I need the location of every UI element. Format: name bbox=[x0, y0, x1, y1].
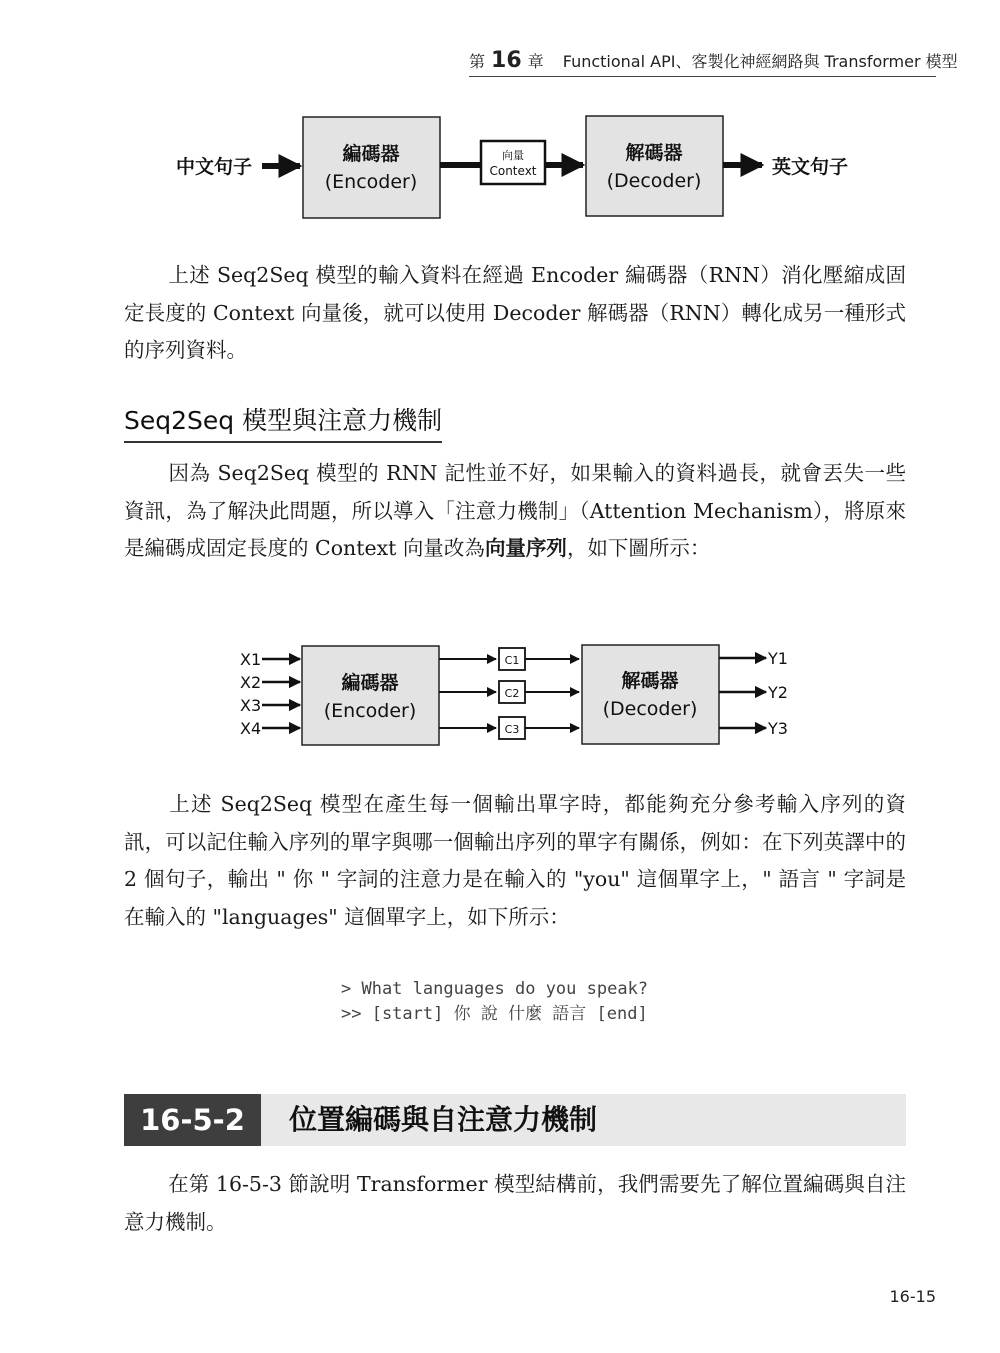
decoder-box bbox=[586, 116, 723, 216]
seq2seq-diagram bbox=[0, 0, 1000, 240]
output-y1: Y1 bbox=[768, 649, 788, 668]
encoder-label-en: (Encoder) bbox=[324, 171, 418, 193]
input-x1: X1 bbox=[240, 650, 262, 669]
input-x3: X3 bbox=[240, 696, 262, 715]
paragraph-text: 因為 Seq2Seq 模型的 RNN 記性並不好，如果輸入的資料過長，就會丟失一些資訊，為了解決此問題，所以導入「注意力機制」（Attention Mechanism），將原來是編碼成固定長度的 Context 向量改為 bbox=[124, 461, 906, 560]
input-x2: X2 bbox=[240, 673, 262, 692]
paragraph-text: 上述 Seq2Seq 模型的輸入資料在經過 Encoder 編碼器（RNN）消化壓縮成固定長度的 Context 向量後，就可以使用 Decoder 解碼器（RNN）轉化成另一種形式的序列資料。 bbox=[124, 263, 906, 362]
paragraph-seq2seq-intro bbox=[124, 257, 906, 370]
subheading-attention: Seq2Seq 模型與注意力機制 bbox=[124, 401, 442, 443]
output-sentence-label: 英文句子 bbox=[772, 156, 849, 178]
decoder-label: 解碼器 bbox=[621, 670, 679, 692]
output-y3: Y3 bbox=[768, 719, 788, 738]
paragraph-attention bbox=[124, 455, 906, 568]
input-sentence-label: 中文句子 bbox=[176, 156, 253, 178]
code-line-output: >> [start] 你 說 什麼 語言 [end] bbox=[341, 1004, 648, 1024]
encoder-label: 編碼器 bbox=[342, 143, 400, 165]
context-c1: C1 bbox=[504, 654, 520, 667]
paragraph-text: 上述 Seq2Seq 模型在產生每一個輸出單字時，都能夠充分參考輸入序列的資訊，可以記住輸入序列的單字與哪一個輸出序列的單字有關係，例如：在下列英譯中的 2 個句子，輸出 " 你 " 字詞的注意力是在輸入的 "you" 這個單字上，" 語言 " 字詞是在輸入的 "languages" 這個單字上，如下所示： bbox=[124, 792, 906, 929]
input-x4: X4 bbox=[240, 719, 262, 738]
context-label-en: Context bbox=[489, 164, 537, 178]
chapter-prefix: 第 bbox=[469, 52, 486, 71]
decoder-label-en: (Decoder) bbox=[602, 698, 698, 720]
chapter-title: Functional API、客製化神經網路與 Transformer 模型 bbox=[562, 52, 958, 71]
decoder-label-en: (Decoder) bbox=[606, 170, 702, 192]
paragraph-text-end: ，如下圖所示： bbox=[566, 536, 711, 560]
encoder-label-en: (Encoder) bbox=[323, 700, 417, 722]
paragraph-text: 在第 16-5-3 節說明 Transformer 模型結構前，我們需要先了解位置編碼與自注意力機制。 bbox=[124, 1172, 906, 1234]
decoder-box bbox=[582, 645, 719, 744]
section-title: 位置編碼與自注意力機制 bbox=[289, 1103, 598, 1136]
output-y2: Y2 bbox=[768, 683, 788, 702]
code-line-input: > What languages do you speak? bbox=[341, 979, 649, 999]
context-c3: C3 bbox=[504, 723, 520, 736]
encoder-box bbox=[303, 117, 440, 218]
encoder-label: 編碼器 bbox=[341, 672, 399, 694]
paragraph-section-intro bbox=[124, 1166, 906, 1241]
context-c2: C2 bbox=[504, 687, 520, 700]
paragraph-attention-example bbox=[124, 786, 906, 936]
code-example bbox=[341, 977, 648, 1027]
bold-term: 向量序列 bbox=[484, 536, 567, 560]
chapter-number: 16 bbox=[491, 48, 522, 73]
section-number: 16-5-2 bbox=[124, 1094, 261, 1146]
chapter-suffix: 章 bbox=[527, 52, 544, 71]
encoder-box bbox=[302, 646, 439, 745]
context-label-zh: 向量 bbox=[502, 149, 524, 162]
attention-diagram bbox=[0, 630, 1000, 760]
page-number: 16-15 bbox=[889, 1287, 936, 1306]
decoder-label: 解碼器 bbox=[625, 142, 683, 164]
